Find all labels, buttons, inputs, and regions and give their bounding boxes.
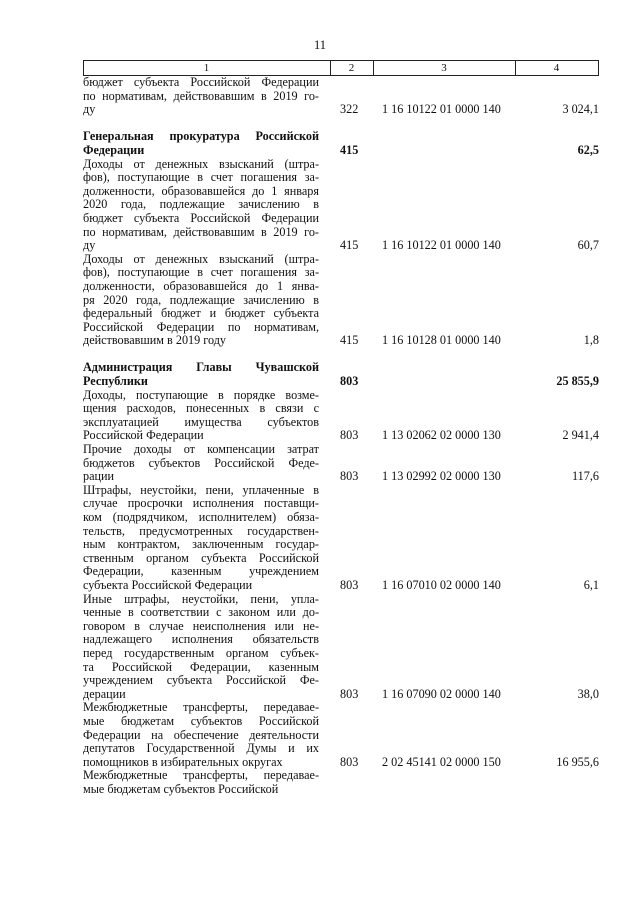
table-row: [83, 253, 599, 348]
row-description: [83, 443, 319, 484]
description-line: Российской Федерации: [83, 428, 204, 443]
table-row: [83, 484, 599, 593]
row-description: [83, 389, 319, 443]
description-line: Штрафы, неустойки, пени, уплаченные в: [83, 482, 319, 497]
table-row: [83, 158, 599, 253]
row-code: 803: [340, 686, 359, 701]
table-row: [83, 701, 599, 769]
row-classification-code: 1 16 10122 01 0000 140: [382, 238, 501, 253]
row-description: [83, 76, 319, 117]
description-line: говором в случае неисполнения или не-: [83, 618, 319, 633]
description-line: долженности, образовавшейся до 1 янва-: [83, 278, 319, 293]
row-code: 803: [340, 577, 359, 592]
table-header-row: [83, 60, 599, 76]
header-col-2: 2: [348, 62, 355, 74]
row-code: 803: [340, 754, 359, 769]
description-line: субъекта Российской Федерации: [83, 577, 253, 592]
row-amount: 1,8: [583, 333, 599, 348]
description-line: мые бюджетам субъектов Российской: [83, 781, 279, 796]
description-line: Доходы от денежных взысканий (штра-: [83, 251, 319, 266]
description-line: ду: [83, 102, 96, 117]
row-description: [83, 361, 319, 388]
row-description: [83, 130, 319, 157]
description-line: ственным органом субъекта Российской: [83, 550, 319, 565]
description-line: Федерации: [83, 142, 145, 157]
row-amount: 62,5: [577, 142, 599, 157]
table-row: [83, 76, 599, 117]
row-amount: 3 024,1: [562, 102, 599, 117]
description-line: действовавшим в 2019 году: [83, 333, 227, 348]
description-line: ду: [83, 238, 96, 253]
table-row: [83, 443, 599, 484]
description-line: Федерации, казенным учреждением: [83, 564, 319, 579]
description-line: эксплуатацией имущества субъектов: [83, 414, 319, 429]
row-classification-code: 1 16 07090 02 0000 140: [382, 686, 501, 701]
description-line: учреждением субъекта Российской Фе-: [83, 673, 319, 688]
description-line: перед государственным органом субъек-: [83, 645, 319, 660]
row-classification-code: 2 02 45141 02 0000 150: [382, 754, 501, 769]
description-line: щения расходов, понесенных в связи с: [83, 401, 319, 416]
header-col-4: 4: [553, 62, 560, 74]
description-line: бюджетов субъектов Российской Феде-: [83, 455, 319, 470]
row-amount: 2 941,4: [562, 428, 599, 443]
description-line: Межбюджетные трансферты, передавае-: [83, 768, 319, 783]
row-classification-code: 1 13 02992 02 0000 130: [382, 469, 501, 484]
description-line: по нормативам, действовавшим в 2019 го-: [83, 88, 319, 103]
description-line: долженности, образовавшейся до 1 января: [83, 183, 319, 198]
description-line: Иные штрафы, неустойки, пени, упла-: [83, 591, 319, 606]
row-classification-code: 1 16 10122 01 0000 140: [382, 102, 501, 117]
description-line: Республики: [83, 374, 148, 389]
table-row: [83, 361, 599, 388]
description-line: мые бюджетам субъектов Российской: [83, 713, 319, 728]
description-line: ря 2020 года, подлежащие зачислению в: [83, 292, 319, 307]
description-line: бюджет субъекта Российской Федерации: [83, 75, 319, 89]
table-row: [83, 769, 599, 796]
description-line: Доходы, поступающие в порядке возме-: [83, 387, 319, 402]
row-description: [83, 769, 319, 796]
row-amount: 60,7: [577, 238, 599, 253]
revenue-table: [83, 60, 599, 796]
description-line: Генеральная прокуратура Российской: [83, 129, 319, 144]
row-description: [83, 253, 319, 348]
row-code: 322: [340, 102, 359, 117]
row-classification-code: 1 16 07010 02 0000 140: [382, 577, 501, 592]
table-row: [83, 130, 599, 157]
row-amount: 16 955,6: [556, 754, 599, 769]
row-description: [83, 158, 319, 253]
description-line: ченные в соответствии с законом или до-: [83, 605, 319, 620]
row-amount: 6,1: [583, 577, 599, 592]
description-line: Межбюджетные трансферты, передавае-: [83, 700, 319, 715]
description-line: Российской Федерации по нормативам,: [83, 319, 319, 334]
row-code: 803: [340, 374, 359, 389]
description-line: федеральный бюджет и бюджет субъекта: [83, 306, 319, 321]
description-line: дерации: [83, 686, 126, 701]
table-row: [83, 389, 599, 443]
row-amount: 38,0: [577, 686, 599, 701]
description-line: Доходы от денежных взысканий (штра-: [83, 156, 319, 171]
description-line: рации: [83, 469, 115, 484]
row-code: 415: [340, 238, 359, 253]
row-classification-code: 1 13 02062 02 0000 130: [382, 428, 501, 443]
row-amount: 25 855,9: [556, 374, 599, 389]
row-amount: 117,6: [572, 469, 599, 484]
description-line: бюджет субъекта Российской Федерации: [83, 210, 319, 225]
description-line: депутатов Государственной Думы и их: [83, 741, 319, 756]
description-line: 2020 года, подлежащие зачислению в: [83, 197, 319, 212]
row-code: 803: [340, 469, 359, 484]
row-classification-code: 1 16 10128 01 0000 140: [382, 333, 501, 348]
row-code: 415: [340, 333, 359, 348]
description-line: помощников в избирательных округах: [83, 754, 283, 769]
description-line: Администрация Главы Чувашской: [83, 360, 319, 375]
header-col-3: 3: [441, 62, 447, 74]
table-body: [83, 76, 599, 796]
page-number: 11: [313, 38, 327, 52]
table-row: [83, 593, 599, 702]
description-line: та Российской Федерации, казенным: [83, 659, 319, 674]
description-line: Прочие доходы от компенсации затрат: [83, 442, 319, 457]
row-description: [83, 701, 319, 769]
description-line: ным контрактом, заключенным государ-: [83, 537, 319, 552]
description-line: тельств, предусмотренных государствен-: [83, 523, 319, 538]
description-line: ком (подрядчиком, исполнителем) обяза-: [83, 510, 319, 524]
description-line: надлежащего исполнения обязательств: [83, 632, 319, 647]
description-line: Федерации на обеспечение деятельности: [83, 727, 319, 742]
description-line: фов), поступающие в счет погашения за-: [83, 170, 319, 185]
description-line: по нормативам, действовавшим в 2019 го-: [83, 224, 319, 239]
description-line: случае просрочки исполнения поставщи-: [83, 496, 319, 511]
description-line: фов), поступающие в счет погашения за-: [83, 265, 319, 280]
row-code: 803: [340, 428, 359, 443]
row-code: 415: [340, 142, 359, 157]
row-description: [83, 484, 319, 593]
row-description: [83, 593, 319, 702]
header-col-1: 1: [203, 62, 210, 74]
